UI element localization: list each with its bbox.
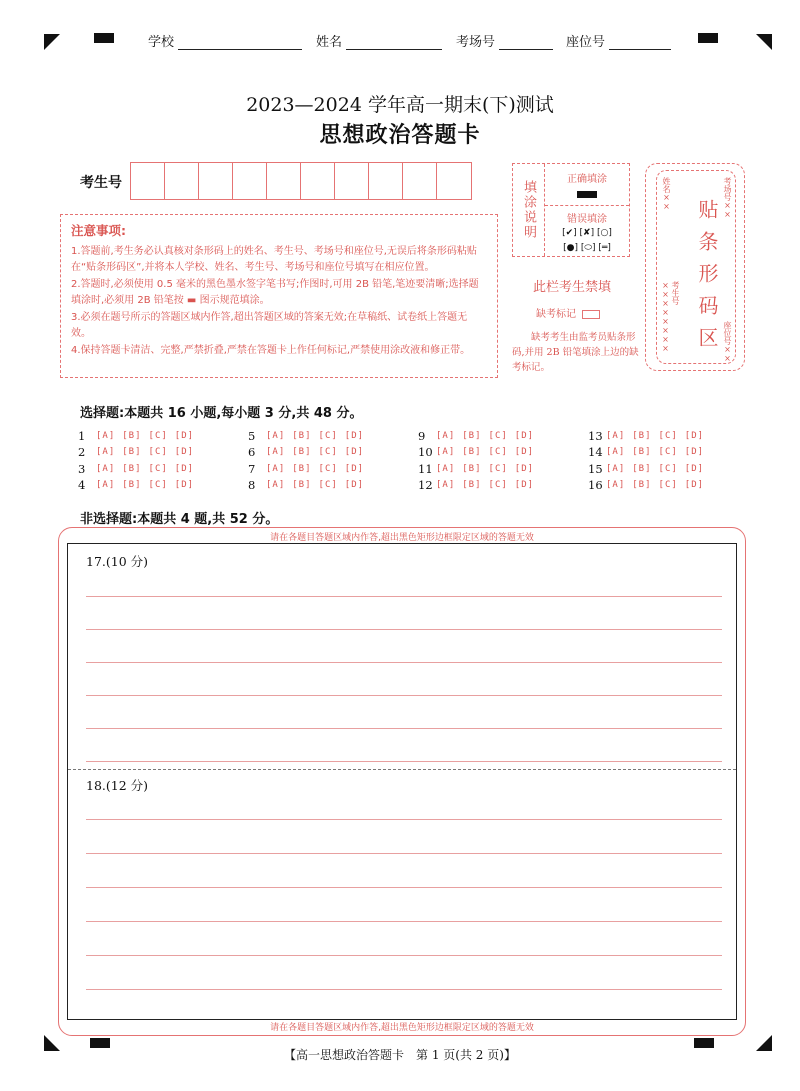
name-label: 姓名 — [316, 35, 343, 50]
option-a[interactable]: [A] — [606, 463, 626, 474]
option-a[interactable]: [A] — [266, 463, 286, 474]
choice-row — [418, 461, 588, 477]
choice-row — [588, 461, 758, 477]
absent-mark-row — [536, 305, 600, 320]
option-b[interactable]: [B] — [292, 480, 312, 491]
option-d[interactable]: [D] — [174, 463, 195, 474]
question-17-label: 17.(10 分) — [86, 554, 149, 569]
option-a[interactable]: [A] — [436, 463, 456, 474]
question-number: 13 — [588, 428, 603, 443]
fill-guide-side-label: 填涂说明 — [513, 164, 545, 256]
corner-mark-top-left — [44, 34, 60, 50]
question-number: 11 — [418, 461, 433, 476]
question-number: 8 — [248, 478, 256, 493]
writing-line[interactable] — [86, 955, 722, 956]
notice-box — [60, 214, 498, 378]
answer-frame[interactable] — [67, 543, 737, 1020]
exam-number-cell[interactable] — [267, 163, 301, 199]
option-d[interactable]: [D] — [684, 463, 705, 474]
option-d[interactable]: [D] — [514, 430, 535, 441]
absent-mark-box[interactable] — [582, 310, 600, 319]
exam-title: 2023—2024 学年高一期末(下)测试 — [246, 94, 554, 116]
answer-area-note-bottom: 请在各题目答题区域内作答,超出黑色矩形边框限定区域的答题无效 — [270, 1023, 534, 1033]
option-c[interactable]: [C] — [148, 447, 168, 458]
correct-fill-sample — [577, 191, 597, 198]
barcode-name-hint: 姓名×× — [662, 177, 671, 211]
writing-line[interactable] — [86, 761, 722, 762]
option-d[interactable]: [D] — [344, 480, 365, 491]
option-a[interactable]: [A] — [606, 480, 626, 491]
option-b[interactable]: [B] — [462, 447, 482, 458]
option-a[interactable]: [A] — [96, 480, 116, 491]
answer-card-title: 思想政治答题卡 — [319, 123, 481, 148]
barcode-id-hint: 考生号×××××××× — [661, 281, 680, 353]
option-d[interactable]: [D] — [174, 447, 195, 458]
option-c[interactable]: [C] — [318, 480, 338, 491]
exam-number-cell[interactable] — [437, 163, 471, 199]
barcode-seat-hint: 座位号×× — [723, 321, 732, 363]
question-number: 12 — [418, 478, 433, 493]
writing-line[interactable] — [86, 728, 722, 729]
option-c[interactable]: [C] — [318, 463, 338, 474]
option-d[interactable]: [D] — [514, 463, 535, 474]
question-number: 1 — [78, 428, 86, 443]
name-input-line[interactable] — [346, 36, 442, 50]
name-field[interactable] — [316, 30, 442, 50]
option-c[interactable]: [C] — [148, 480, 168, 491]
option-b[interactable]: [B] — [122, 447, 142, 458]
choice-row — [248, 445, 418, 461]
option-c[interactable]: [C] — [488, 480, 508, 491]
notice-item: 3.必须在题号所示的答题区域内作答,超出答题区域的答案无效;在草稿纸、试卷纸上答题无效。 — [71, 311, 468, 339]
exam-number-cell[interactable] — [165, 163, 199, 199]
choice-row — [248, 478, 418, 494]
option-d[interactable]: [D] — [344, 430, 365, 441]
option-a[interactable]: [A] — [96, 447, 116, 458]
choice-row — [78, 428, 248, 444]
room-input-line[interactable] — [499, 36, 553, 50]
option-c[interactable]: [C] — [658, 463, 678, 474]
barcode-room-hint: 考场号×× — [723, 177, 732, 219]
notice-item: 1.答题前,考生务必认真核对条形码上的姓名、考生号、考场号和座位号,无误后将条形码粘贴在“贴条形码区”,并将本人学校、姓名、考生号、考场号和座位号填写在相应位置。 — [71, 245, 477, 273]
exam-number-cell[interactable] — [301, 163, 335, 199]
room-field[interactable] — [456, 30, 553, 50]
option-b[interactable]: [B] — [632, 430, 652, 441]
question-number: 7 — [248, 461, 256, 476]
option-a[interactable]: [A] — [436, 447, 456, 458]
writing-line[interactable] — [86, 819, 722, 820]
option-d[interactable]: [D] — [684, 480, 705, 491]
option-d[interactable]: [D] — [174, 430, 195, 441]
option-c[interactable]: [C] — [488, 430, 508, 441]
writing-line[interactable] — [86, 662, 722, 663]
writing-line[interactable] — [86, 853, 722, 854]
option-c[interactable]: [C] — [488, 447, 508, 458]
writing-line[interactable] — [86, 596, 722, 597]
school-field[interactable] — [148, 30, 302, 50]
seat-field[interactable] — [566, 30, 671, 50]
exam-number-cell[interactable] — [131, 163, 165, 199]
nonchoice-section-title: 非选择题:本题共 4 题,共 52 分。 — [80, 512, 279, 527]
option-d[interactable]: [D] — [514, 480, 535, 491]
option-c[interactable]: [C] — [318, 447, 338, 458]
question-number: 14 — [588, 445, 603, 460]
option-b[interactable]: [B] — [292, 463, 312, 474]
option-a[interactable]: [A] — [436, 480, 456, 491]
choice-row — [418, 445, 588, 461]
option-d[interactable]: [D] — [684, 447, 705, 458]
exam-number-cell[interactable] — [403, 163, 437, 199]
choice-row — [588, 478, 758, 494]
page-footer: 【高一思想政治答题卡 第 1 页(共 2 页)】 — [284, 1048, 516, 1062]
question-number: 5 — [248, 428, 256, 443]
option-b[interactable]: [B] — [462, 430, 482, 441]
wrong-fill-samples-1: [✔] [✘] [○] — [562, 228, 612, 238]
option-a[interactable]: [A] — [266, 430, 286, 441]
seat-label: 座位号 — [566, 35, 606, 50]
choice-row — [78, 478, 248, 494]
option-c[interactable]: [C] — [488, 463, 508, 474]
option-b[interactable]: [B] — [462, 480, 482, 491]
option-d[interactable]: [D] — [344, 447, 365, 458]
writing-line[interactable] — [86, 921, 722, 922]
option-b[interactable]: [B] — [122, 430, 142, 441]
question-number: 10 — [418, 445, 433, 460]
question-number: 2 — [78, 445, 86, 460]
option-a[interactable]: [A] — [436, 430, 456, 441]
wrong-fill-samples-2: [●] [⬭] [═] — [563, 243, 611, 253]
exam-number-cell[interactable] — [335, 163, 369, 199]
option-c[interactable]: [C] — [658, 447, 678, 458]
option-c[interactable]: [C] — [658, 480, 678, 491]
school-label: 学校 — [148, 35, 175, 50]
option-d[interactable]: [D] — [174, 480, 195, 491]
writing-line[interactable] — [86, 989, 722, 990]
notice-item: 4.保持答题卡清洁、完整,严禁折叠,严禁在答题卡上作任何标记,严禁使用涂改液和修正带。 — [71, 344, 471, 356]
question-number: 6 — [248, 445, 256, 460]
writing-line[interactable] — [86, 887, 722, 888]
option-a[interactable]: [A] — [266, 480, 286, 491]
question-number: 9 — [418, 428, 426, 443]
option-d[interactable]: [D] — [514, 447, 535, 458]
option-c[interactable]: [C] — [318, 430, 338, 441]
option-a[interactable]: [A] — [96, 430, 116, 441]
choice-row — [418, 428, 588, 444]
option-d[interactable]: [D] — [344, 463, 365, 474]
option-b[interactable]: [B] — [292, 430, 312, 441]
exam-number-label: 考生号 — [80, 175, 122, 191]
room-label: 考场号 — [456, 35, 496, 50]
option-c[interactable]: [C] — [148, 463, 168, 474]
barcode-area — [645, 163, 745, 371]
choice-row — [78, 445, 248, 461]
correct-fill-label: 正确填涂 — [567, 174, 607, 185]
wrong-fill-label: 错误填涂 — [567, 214, 607, 225]
exam-number-grid[interactable] — [130, 162, 472, 200]
choice-row — [588, 428, 758, 444]
option-c[interactable]: [C] — [148, 430, 168, 441]
choice-section-title: 选择题:本题共 16 小题,每小题 3 分,共 48 分。 — [80, 406, 363, 421]
question-18-label: 18.(12 分) — [86, 778, 149, 793]
fill-guide-box — [512, 163, 630, 257]
option-b[interactable]: [B] — [292, 447, 312, 458]
corner-mark-top-right — [756, 34, 772, 50]
option-a[interactable]: [A] — [266, 447, 286, 458]
timing-mark — [94, 33, 114, 43]
writing-line[interactable] — [86, 695, 722, 696]
seat-input-line[interactable] — [609, 36, 671, 50]
answer-area — [58, 527, 746, 1036]
question-number: 15 — [588, 461, 603, 476]
absent-mark-label: 缺考标记 — [536, 309, 576, 320]
option-b[interactable]: [B] — [122, 463, 142, 474]
option-a[interactable]: [A] — [606, 447, 626, 458]
question-number: 4 — [78, 478, 86, 493]
question-number: 3 — [78, 461, 86, 476]
timing-mark — [698, 33, 718, 43]
exam-number-cell[interactable] — [199, 163, 233, 199]
question-separator — [68, 769, 736, 770]
option-c[interactable]: [C] — [658, 430, 678, 441]
notice-item: 2.答题时,必须使用 0.5 毫米的黑色墨水签字笔书写;作图时,可用 2B 铅笔,笔迹要清晰;选择题填涂时,必须用 2B 铅笔按 ▬ 图示规范填涂。 — [71, 278, 479, 306]
option-a[interactable]: [A] — [96, 463, 116, 474]
choice-row — [78, 461, 248, 477]
option-b[interactable]: [B] — [632, 463, 652, 474]
exam-number-cell[interactable] — [233, 163, 267, 199]
writing-line[interactable] — [86, 629, 722, 630]
school-input-line[interactable] — [178, 36, 302, 50]
option-b[interactable]: [B] — [632, 447, 652, 458]
absent-note: 缺考考生由监考员贴条形码,并用 2B 铅笔填涂上边的缺考标记。 — [512, 332, 639, 373]
barcode-label: 贴条形码区 — [695, 199, 719, 359]
option-b[interactable]: [B] — [462, 463, 482, 474]
option-b[interactable]: [B] — [122, 480, 142, 491]
proctor-only-title: 此栏考生禁填 — [532, 280, 611, 295]
option-b[interactable]: [B] — [632, 480, 652, 491]
choice-grid — [78, 428, 758, 493]
exam-number-cell[interactable] — [369, 163, 403, 199]
option-d[interactable]: [D] — [684, 430, 705, 441]
choice-row — [248, 428, 418, 444]
choice-row — [588, 445, 758, 461]
question-number: 16 — [588, 478, 603, 493]
option-a[interactable]: [A] — [606, 430, 626, 441]
notice-title: 注意事项: — [71, 223, 126, 238]
choice-row — [418, 478, 588, 494]
answer-area-note-top: 请在各题目答题区域内作答,超出黑色矩形边框限定区域的答题无效 — [270, 533, 534, 543]
choice-row — [248, 461, 418, 477]
